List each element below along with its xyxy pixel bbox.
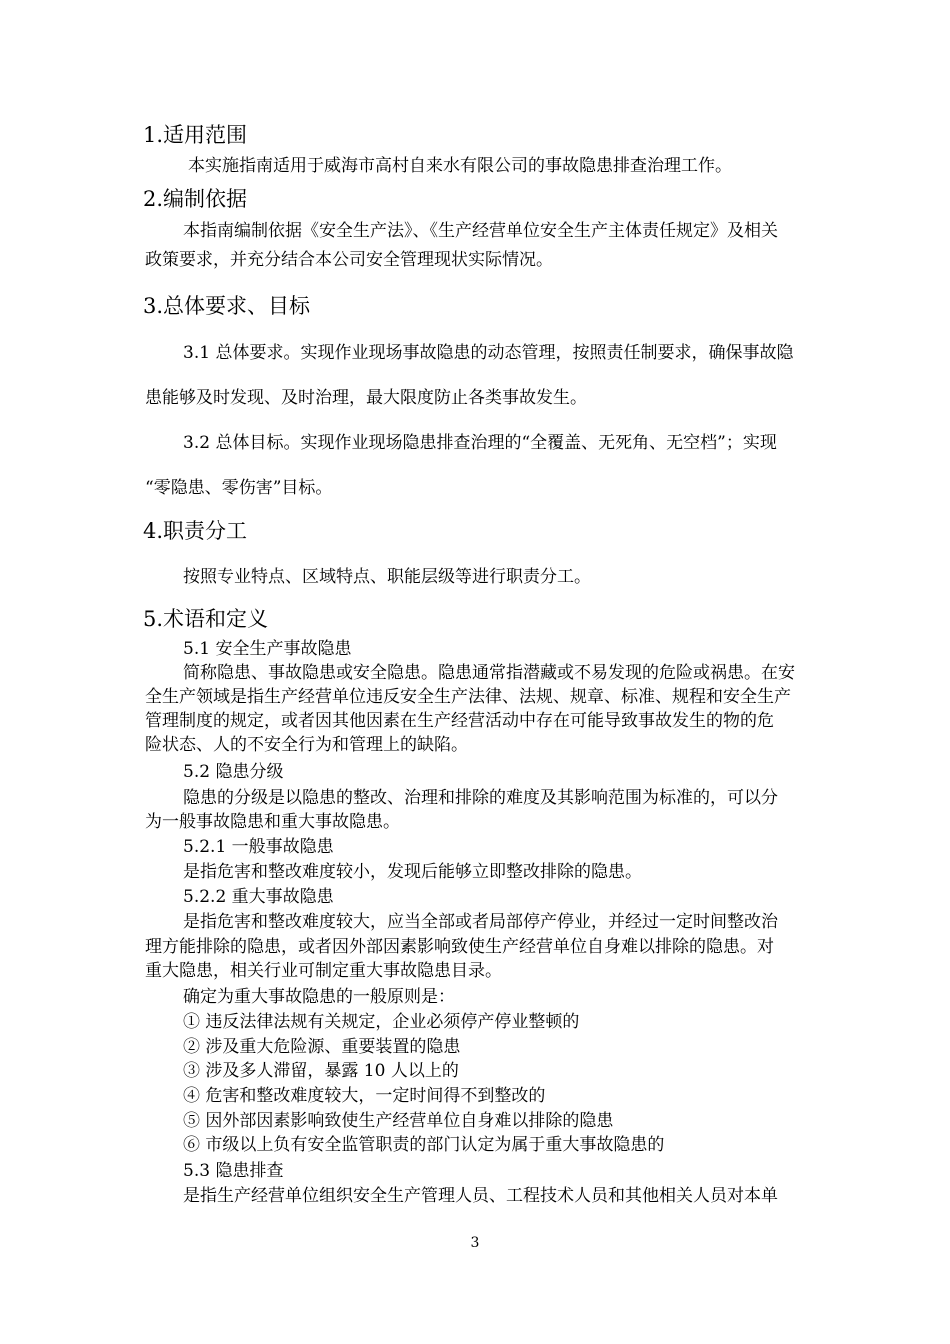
- paragraph-line: 管理制度的规定，或者因其他因素在生产经营活动中存在可能导致事故发生的物的危: [145, 711, 774, 731]
- paragraph-line: 简称隐患、事故隐患或安全隐患。隐患通常指潜藏或不易发现的危险或祸患。在安: [183, 663, 795, 683]
- paragraph-line: 3.1 总体要求。实现作业现场事故隐患的动态管理，按照责任制要求，确保事故隐: [183, 343, 794, 363]
- list-item: ⑥ 市级以上负有安全监管职责的部门认定为属于重大事故隐患的: [183, 1135, 665, 1155]
- heading-basis: 2.编制依据: [143, 187, 248, 211]
- list-item: ② 涉及重大危险源、重要装置的隐患: [183, 1037, 461, 1057]
- subheading: 5.3 隐患排查: [183, 1161, 284, 1181]
- paragraph-line: 患能够及时发现、及时治理，最大限度防止各类事故发生。: [145, 388, 587, 408]
- list-item: ① 违反法律法规有关规定，企业必须停产停业整顿的: [183, 1012, 580, 1032]
- subheading: 5.2 隐患分级: [183, 762, 284, 782]
- subheading: 5.1 安全生产事故隐患: [183, 639, 352, 659]
- heading-requirements: 3.总体要求、目标: [143, 294, 311, 318]
- list-item: ③ 涉及多人滞留，暴露 10 人以上的: [183, 1061, 459, 1081]
- list-item: ④ 危害和整改难度较大，一定时间得不到整改的: [183, 1086, 546, 1106]
- paragraph-line: 为一般事故隐患和重大事故隐患。: [145, 812, 400, 832]
- paragraph-line: 是指危害和整改难度较小，发现后能够立即整改排除的隐患。: [183, 862, 642, 882]
- paragraph-line: 按照专业特点、区域特点、职能层级等进行职责分工。: [183, 567, 591, 587]
- subheading: 5.2.1 一般事故隐患: [183, 837, 334, 857]
- paragraph-line: 确定为重大事故隐患的一般原则是：: [183, 987, 455, 1007]
- paragraph-line: 本实施指南适用于威海市高村自来水有限公司的事故隐患排查治理工作。: [188, 156, 732, 176]
- page-number: 3: [470, 1235, 480, 1251]
- paragraph-line: 是指生产经营单位组织安全生产管理人员、工程技术人员和其他相关人员对本单: [183, 1186, 778, 1206]
- heading-scope: 1.适用范围: [143, 123, 248, 147]
- paragraph-line: “零隐患、零伤害”目标。: [145, 478, 333, 498]
- paragraph-line: 是指危害和整改难度较大，应当全部或者局部停产停业，并经过一定时间整改治: [183, 912, 778, 932]
- paragraph-line: 全生产领域是指生产经营单位违反安全生产法律、法规、规章、标准、规程和安全生产: [145, 687, 791, 707]
- list-item: ⑤ 因外部因素影响致使生产经营单位自身难以排除的隐患: [183, 1111, 614, 1131]
- paragraph-line: 政策要求，并充分结合本公司安全管理现状实际情况。: [145, 250, 553, 270]
- subheading: 5.2.2 重大事故隐患: [183, 887, 334, 907]
- paragraph-line: 理方能排除的隐患，或者因外部因素影响致使生产经营单位自身难以排除的隐患。对: [145, 937, 774, 957]
- heading-terms: 5.术语和定义: [143, 607, 269, 631]
- paragraph-line: 本指南编制依据《安全生产法》、《生产经营单位安全生产主体责任规定》及相关: [183, 221, 778, 241]
- paragraph-line: 险状态、人的不安全行为和管理上的缺陷。: [145, 735, 468, 755]
- paragraph-line: 3.2 总体目标。实现作业现场隐患排查治理的“全覆盖、无死角、无空档”；实现: [183, 433, 777, 453]
- heading-duties: 4.职责分工: [143, 519, 248, 543]
- paragraph-line: 重大隐患，相关行业可制定重大事故隐患目录。: [145, 961, 502, 981]
- paragraph-line: 隐患的分级是以隐患的整改、治理和排除的难度及其影响范围为标准的，可以分: [183, 788, 778, 808]
